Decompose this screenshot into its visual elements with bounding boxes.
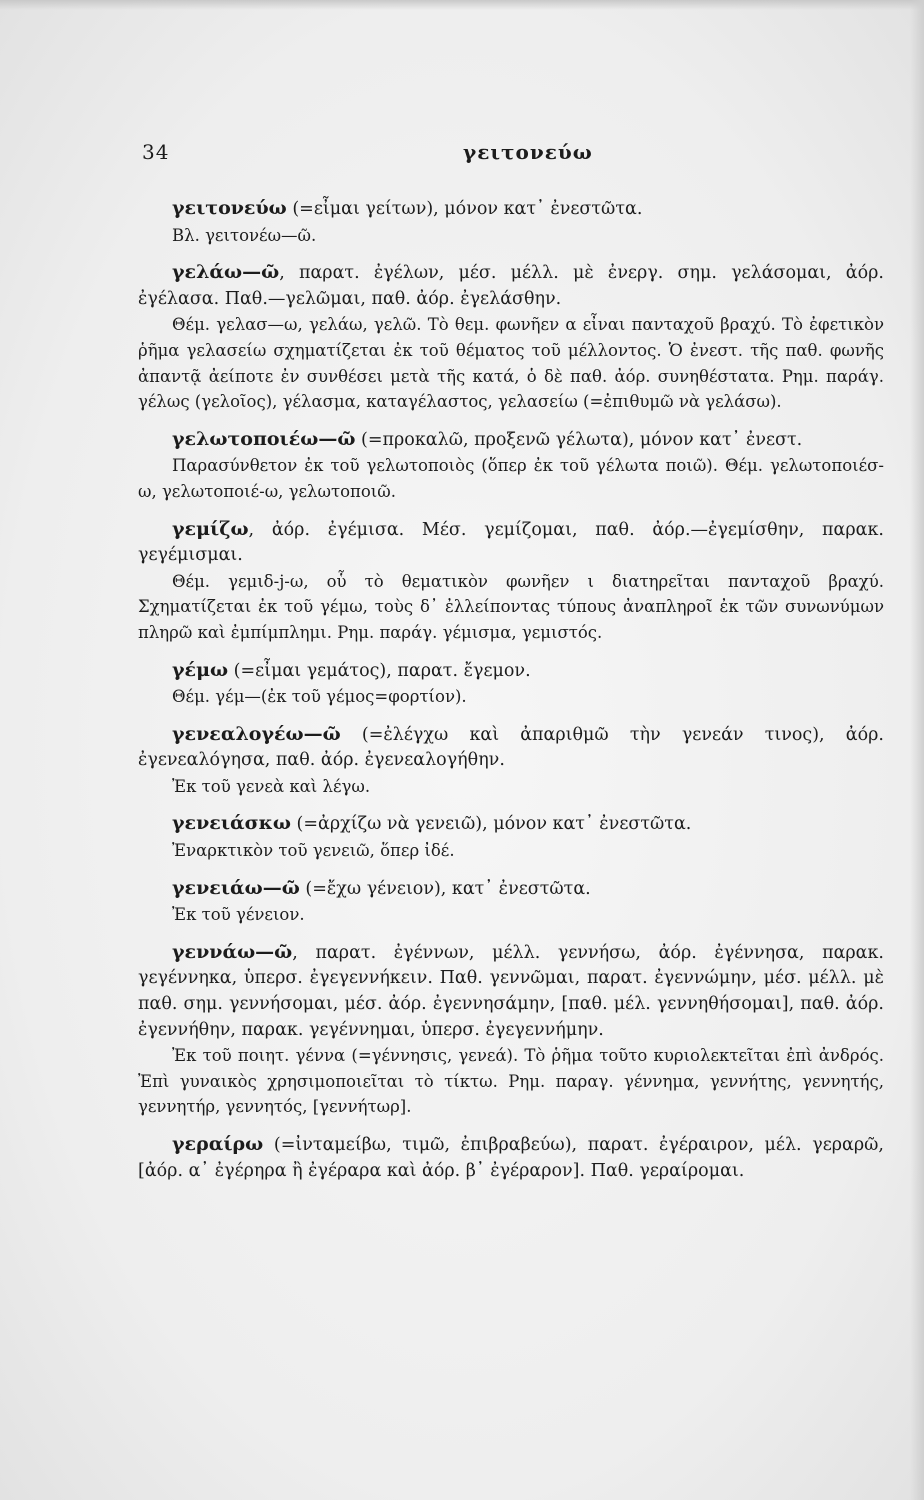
entry-definition: (=ἀρχίζω νὰ γενειῶ), μόνον κατ᾽ ἐνεστῶτα. [290, 814, 692, 835]
entry-gerairo [138, 1132, 884, 1184]
entry-note: Ἐκ τοῦ γένειον. [172, 905, 305, 925]
page-top-shadow [0, 0, 924, 10]
entry-lemma: γεραίρω [172, 1133, 264, 1155]
entry-definition: (=εἶμαι γείτων), μόνον κατ᾽ ἐνεστῶτα. [286, 199, 643, 219]
entry-definition: (=ἰνταμείβω, τιμῶ, ἐπιβραβεύω), παρατ. ἐγέραιρον, μέλ. γεραρῶ, [ἀόρ. α᾽ ἐγέρηρα ἢ ἐγέραρα καὶ ἀόρ. β᾽ ἐγέραρον]. Παθ. γεραίρομαι. [138, 1135, 884, 1181]
entry-geneiao [138, 876, 884, 928]
entry-gemizo [138, 517, 884, 646]
entry-note: Θέμ. γέμ—(ἐκ τοῦ γέμος=φορτίον). [172, 687, 467, 707]
page-header [138, 140, 878, 170]
page-number: 34 [142, 140, 170, 164]
entry-note: Βλ. γειτονέω—ῶ. [172, 225, 317, 245]
entry-note: Ἐκ τοῦ ποιητ. γέννα (=γέννησις, γενεά). Τὸ ῥῆμα τοῦτο κυριολεκτεῖται ἐπὶ ἀνδρός. Ἐπὶ γυναικὸς χρησιμοποιεῖται τὸ τίκτω. Ρημ. παραγ. γέννημα, γεννήτης, γεννητής, γεννητήρ, γεννητός, [γεννήτωρ]. [138, 1046, 884, 1117]
entry-geitoneuo [138, 196, 884, 248]
entry-gemo [138, 658, 884, 710]
entry-definition: , ἀόρ. ἐγέμισα. Μέσ. γεμίζομαι, παθ. ἀόρ.—ἐγεμίσθην, παρακ. γεγέμισμαι. [138, 519, 884, 566]
entry-definition: (=ἐλέγχω καὶ ἀπαριθμῶ τὴν γενεάν τινος), ἀόρ. ἐγενεαλόγησα, παθ. ἀόρ. ἐγενεαλογήθην. [138, 724, 884, 771]
entry-lemma: γειτονεύω [172, 197, 287, 219]
entry-geneiasko [138, 811, 884, 863]
dictionary-entries [138, 196, 884, 1196]
entry-definition: (=ἔχω γένειον), κατ᾽ ἐνεστῶτα. [299, 878, 591, 899]
entry-definition: , παρατ. ἐγέλων, μέσ. μέλλ. μὲ ἐνεργ. σημ. γελάσομαι, ἀόρ. ἐγέλασα. Παθ.—γελῶμαι, παθ. ἀόρ. ἐγελάσθην. [138, 263, 884, 309]
entry-lemma: γενειάω—ῶ [172, 876, 300, 899]
page-right-shadow [910, 0, 924, 1500]
entry-note: Θέμ. γελασ—ω, γελάω, γελῶ. Τὸ θεμ. φωνῆεν α εἶναι πανταχοῦ βραχύ. Τὸ ἐφετικὸν ῥῆμα γελασείω σχηματίζεται ἐκ τοῦ θέματος τοῦ μέλλοντος. Ὁ ἐνεστ. τῆς παθ. φωνῆς ἀπαντᾷ ἀείποτε ἐν συνθέσει μετὰ τῆς κατά, ὁ δὲ παθ. ἀόρ. συνηθέστατα. Ρημ. παράγ. γέλως (γελοῖος), γέλασμα, καταγέλαστος, γελασείω (=ἐπιθυμῶ νὰ γελάσω). [138, 315, 884, 412]
entry-gelotopoieo [138, 427, 884, 505]
entry-lemma: γέμω [172, 658, 229, 681]
entry-lemma: γελωτοποιέω—ῶ [172, 427, 356, 450]
entry-lemma: γεμίζω [172, 517, 249, 540]
entry-note: Ἐκ τοῦ γενεὰ καὶ λέγω. [172, 776, 371, 796]
entry-lemma: γενειάσκω [172, 812, 291, 835]
entry-gelao [138, 260, 884, 415]
running-head: γειτονεύω [463, 140, 593, 164]
entry-note: Ἐναρκτικὸν τοῦ γενειῶ, ὅπερ ἰδέ. [172, 841, 455, 861]
entry-gennao [138, 940, 884, 1120]
entry-note: Παρασύνθετον ἐκ τοῦ γελωτοποιὸς (ὅπερ ἐκ τοῦ γέλωτα ποιῶ). Θέμ. γελωτοποιέσ-ω, γελωτοποιέ-ω, γελωτοποιῶ. [138, 456, 884, 501]
entry-genealogeo [138, 722, 884, 800]
entry-definition: (=προκαλῶ, προξενῶ γέλωτα), μόνον κατ᾽ ἐνεστ. [355, 429, 803, 450]
entry-lemma: γεννάω—ῶ [172, 940, 293, 963]
entry-note: Θέμ. γεμιδ-j-ω, οὗ τὸ θεματικὸν φωνῆεν ι διατηρεῖται πανταχοῦ βραχύ. Σχηματίζεται ἐκ τοῦ γέμω, τοὺς δ᾽ ἐλλείποντας τύπους ἀναπληροῖ ἐκ τῶν συνωνύμων πληρῶ καὶ ἐμπίμπλημι. Ρημ. παράγ. γέμισμα, γεμιστός. [138, 571, 884, 642]
entry-lemma: γελάω—ῶ [172, 261, 280, 284]
entry-lemma: γενεαλογέω—ῶ [172, 722, 341, 745]
entry-definition: (=εἶμαι γεμάτος), παρατ. ἔγεμον. [228, 660, 531, 681]
entry-definition: , παρατ. ἐγέννων, μέλλ. γεννήσω, ἀόρ. ἐγέννησα, παρακ. γεγέννηκα, ὑπερσ. ἐγεγεννήκειν. Παθ. γεννῶμαι, παρατ. ἐγεννώμην, μέσ. μέλλ. μὲ παθ. σημ. γεννήσομαι, μέσ. ἀόρ. ἐγεννησάμην, [παθ. μέλ. γεννηθήσομαι], παθ. ἀόρ. ἐγεννήθην, παρακ. γεγέννημαι, ὑπερσ. ἐγεγεννήμην. [138, 942, 884, 1040]
